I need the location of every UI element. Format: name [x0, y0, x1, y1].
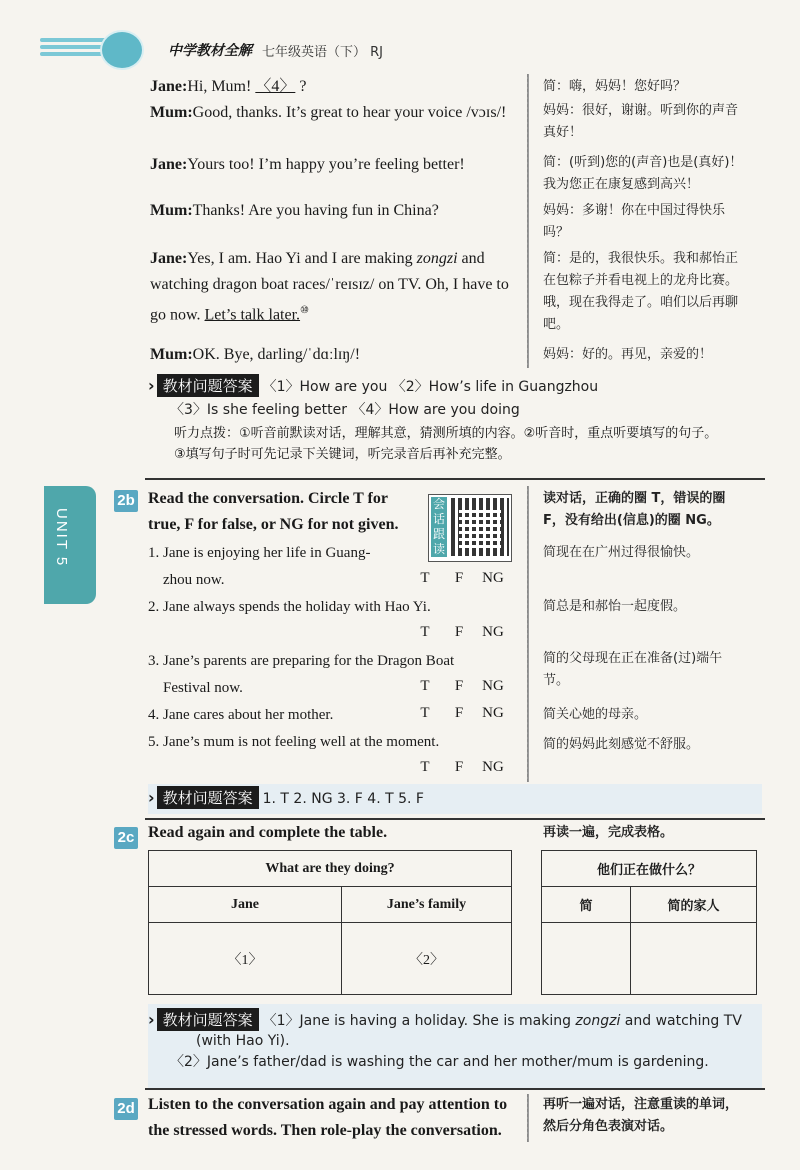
dialogue-line: Jane:Yours too! I’m happy you’re feeling better!	[150, 156, 465, 173]
answer-line: 〈1〉How are you 〈2〉How’s life in Guangzhou	[262, 379, 599, 395]
answer-tag: 教材问题答案	[157, 374, 259, 397]
translation-line: 妈妈：好的。再见，亲爱的！	[543, 347, 713, 362]
table-cell	[631, 923, 757, 995]
section-instruction-zh: 再读一遍，完成表格。	[543, 825, 674, 840]
dialogue-line: Mum:Thanks! Are you having fun in China?	[150, 202, 439, 219]
choice-group[interactable]: T F NG	[420, 759, 504, 775]
question-item: 2. Jane always spends the holiday with Hao Yi.	[148, 599, 431, 615]
table-header: Jane’s family	[342, 887, 512, 923]
answer-line: 〈2〉Jane’s father/dad is washing the car and her mother/mum is gardening.	[170, 1054, 709, 1070]
answer-line: 1. T 2. NG 3. F 4. T 5. F	[262, 791, 424, 807]
translation-line: 妈妈：很好，谢谢。听到你的声音真好！	[543, 103, 739, 140]
book-subtitle: 七年级英语（下） RJ	[262, 45, 383, 60]
translation-line: 简总是和郝怡一起度假。	[543, 599, 687, 614]
chevron-right-icon: ›	[148, 376, 155, 395]
translation-line: 简：(听到)您的(声音)也是(真好)！我为您正在康复感到高兴！	[543, 155, 743, 192]
section-badge: 2d	[114, 1098, 138, 1120]
chevron-right-icon: ›	[148, 788, 155, 807]
translation-line: 妈妈：多谢！你在中国过得快乐吗？	[543, 203, 726, 240]
section-instruction-zh: 再听一遍对话，注意重读的单词，然后分角色表演对话。	[543, 1097, 739, 1134]
table-header: 简的家人	[631, 887, 757, 923]
answer-table-zh	[541, 850, 757, 995]
section-title: Listen to the conversation again and pay attention to the stressed words. Then role-play the conversation.	[148, 1096, 508, 1139]
translation-line: 简：是的，我很快乐。我和郝怡正在包粽子并看电视上的龙舟比赛。哦，现在我得走了。咱们以后再聊吧。	[543, 251, 739, 332]
answer-box	[148, 374, 748, 465]
qr-code-icon	[451, 498, 509, 556]
book-title: 中学教材全解	[168, 43, 252, 59]
answer-line: 〈1〉Jane is having a holiday. She is making zongzi and watching TV	[262, 1013, 742, 1029]
answer-table	[148, 850, 512, 995]
unit-tab: UNIT 5	[44, 486, 96, 604]
column-divider	[527, 74, 529, 368]
choice-group[interactable]: T F NG	[420, 705, 504, 721]
section-separator	[145, 478, 765, 480]
translation-line: 简的父母现在正在准备(过)端午节。	[543, 651, 723, 688]
answer-box	[148, 1004, 762, 1088]
dialogue-line: Jane:Hi, Mum! 〈4〉 ?	[150, 78, 307, 95]
translation-line: 简关心她的母亲。	[543, 707, 648, 722]
section-separator	[145, 1088, 765, 1090]
answer-line: (with Hao Yi).	[196, 1033, 290, 1049]
column-divider	[527, 1094, 529, 1142]
section-badge: 2b	[114, 490, 138, 512]
listening-tip: 听力点拨：①听音前默读对话，理解其意，猜测所填的内容。②听音时，重点听要填写的句子。	[174, 426, 718, 441]
section-title: Read the conversation. Circle T for true, F for false, or NG for not given.	[148, 490, 399, 533]
table-header: What are they doing?	[149, 851, 512, 887]
translation-line: 简的妈妈此刻感觉不舒服。	[543, 737, 700, 752]
listening-tip: ③填写句子时可先记录下关键词，听完录音后再补充完整。	[174, 447, 511, 462]
question-item: 4. Jane cares about her mother.	[148, 707, 334, 723]
question-item: 3. Jane’s parents are preparing for the Dragon Boat Festival now.	[148, 653, 455, 696]
book-logo-icon	[100, 30, 144, 70]
choice-group[interactable]: T F NG	[420, 624, 504, 640]
dialogue-line: Mum:OK. Bye, darling/ˈdɑːlɪŋ/!	[150, 346, 361, 363]
answer-box	[148, 784, 762, 814]
question-item: 5. Jane’s mum is not feeling well at the moment.	[148, 734, 440, 750]
answer-tag: 教材问题答案	[157, 786, 259, 809]
chevron-right-icon: ›	[148, 1010, 155, 1029]
choice-group[interactable]: T F NG	[420, 570, 504, 586]
section-instruction-zh: 读对话，正确的圈 T，错误的圈 F，没有给出(信息)的圈 NG。	[543, 491, 726, 528]
table-cell[interactable]: 〈1〉	[149, 923, 342, 995]
section-title: Read again and complete the table.	[148, 824, 388, 841]
column-divider	[527, 486, 529, 782]
section-badge: 2c	[114, 827, 138, 849]
dialogue-line: Jane:Yes, I am. Hao Yi and I are making zongzi and watching dragon boat races/ˈreɪsɪz/ on TV. Oh, I have to go now. Let’s talk later.⑩	[150, 250, 509, 324]
choice-group[interactable]: T F NG	[420, 678, 504, 694]
answer-line: 〈3〉Is she feeling better 〈4〉How are you doing	[170, 402, 520, 418]
dialogue-line: Mum:Good, thanks. It’s great to hear your voice /vɔɪs/!	[150, 104, 507, 121]
translation-line: 简现在在广州过得很愉快。	[543, 545, 700, 560]
translation-line: 简：嗨，妈妈！您好吗？	[543, 79, 687, 94]
table-header: 简	[542, 887, 631, 923]
answer-tag: 教材问题答案	[157, 1008, 259, 1031]
table-cell	[542, 923, 631, 995]
question-item: 1. Jane is enjoying her life in Guang- zhou now.	[148, 545, 371, 588]
table-cell[interactable]: 〈2〉	[342, 923, 512, 995]
qr-code[interactable]: 会话跟读	[428, 494, 512, 562]
table-header: 他们正在做什么？	[542, 851, 757, 887]
table-header: Jane	[149, 887, 342, 923]
